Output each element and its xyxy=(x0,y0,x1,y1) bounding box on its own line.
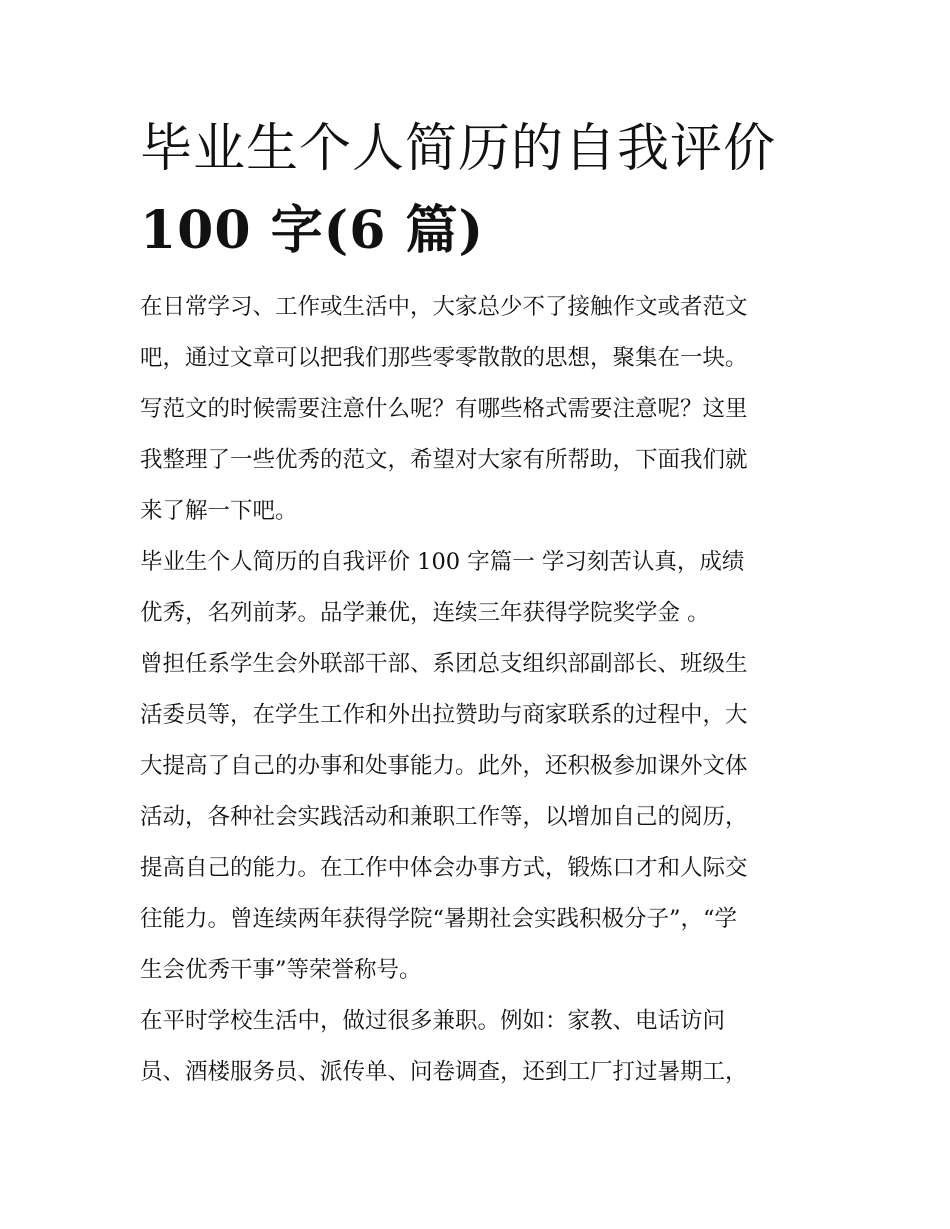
text-line: 活动，各种社会实践活动和兼职工作等，以增加自己的阅历， xyxy=(140,804,748,830)
paragraph-intro xyxy=(140,282,820,537)
document-body xyxy=(140,282,820,1098)
text-line: 毕业生个人简历的自我评价 100 字篇一 学习刻苦认真，成绩 xyxy=(140,549,745,575)
text-line: 在日常学习、工作或生活中，大家总少不了接触作文或者范文 xyxy=(140,294,748,320)
text-line: 生会优秀干事”等荣誉称号。 xyxy=(140,957,422,983)
paragraph-essay-one xyxy=(140,537,820,639)
text-line: 来了解一下吧。 xyxy=(140,498,298,524)
text-line: 在平时学校生活中，做过很多兼职。例如：家教、电话访问 xyxy=(140,1008,726,1034)
text-line: 我整理了一些优秀的范文，希望对大家有所帮助，下面我们就 xyxy=(140,447,748,473)
text-line: 员、酒楼服务员、派传单、问卷调查，还到工厂打过暑期工， xyxy=(140,1059,748,1085)
document-title xyxy=(140,108,820,272)
title-line-2: 100 字(6 篇) xyxy=(140,200,485,261)
document-page xyxy=(140,108,820,1098)
paragraph-experience xyxy=(140,639,820,996)
text-line: 曾担任系学生会外联部干部、系团总支组织部副部长、班级生 xyxy=(140,651,748,677)
text-line: 吧，通过文章可以把我们那些零零散散的思想，聚集在一块。 xyxy=(140,345,748,371)
text-line: 提高自己的能力。在工作中体会办事方式，锻炼口才和人际交 xyxy=(140,855,748,881)
text-line: 往能力。曾连续两年获得学院“暑期社会实践积极分子”，“学 xyxy=(140,906,738,932)
text-line: 优秀，名列前茅。品学兼优，连续三年获得学院奖学金 。 xyxy=(140,600,710,626)
paragraph-part-time xyxy=(140,996,820,1098)
text-line: 活委员等，在学生工作和外出拉赞助与商家联系的过程中，大 xyxy=(140,702,748,728)
text-line: 写范文的时候需要注意什么呢？有哪些格式需要注意呢？这里 xyxy=(140,396,748,422)
text-line: 大提高了自己的办事和处事能力。此外，还积极参加课外文体 xyxy=(140,753,748,779)
title-line-1: 毕业生个人简历的自我评价 xyxy=(140,119,777,179)
